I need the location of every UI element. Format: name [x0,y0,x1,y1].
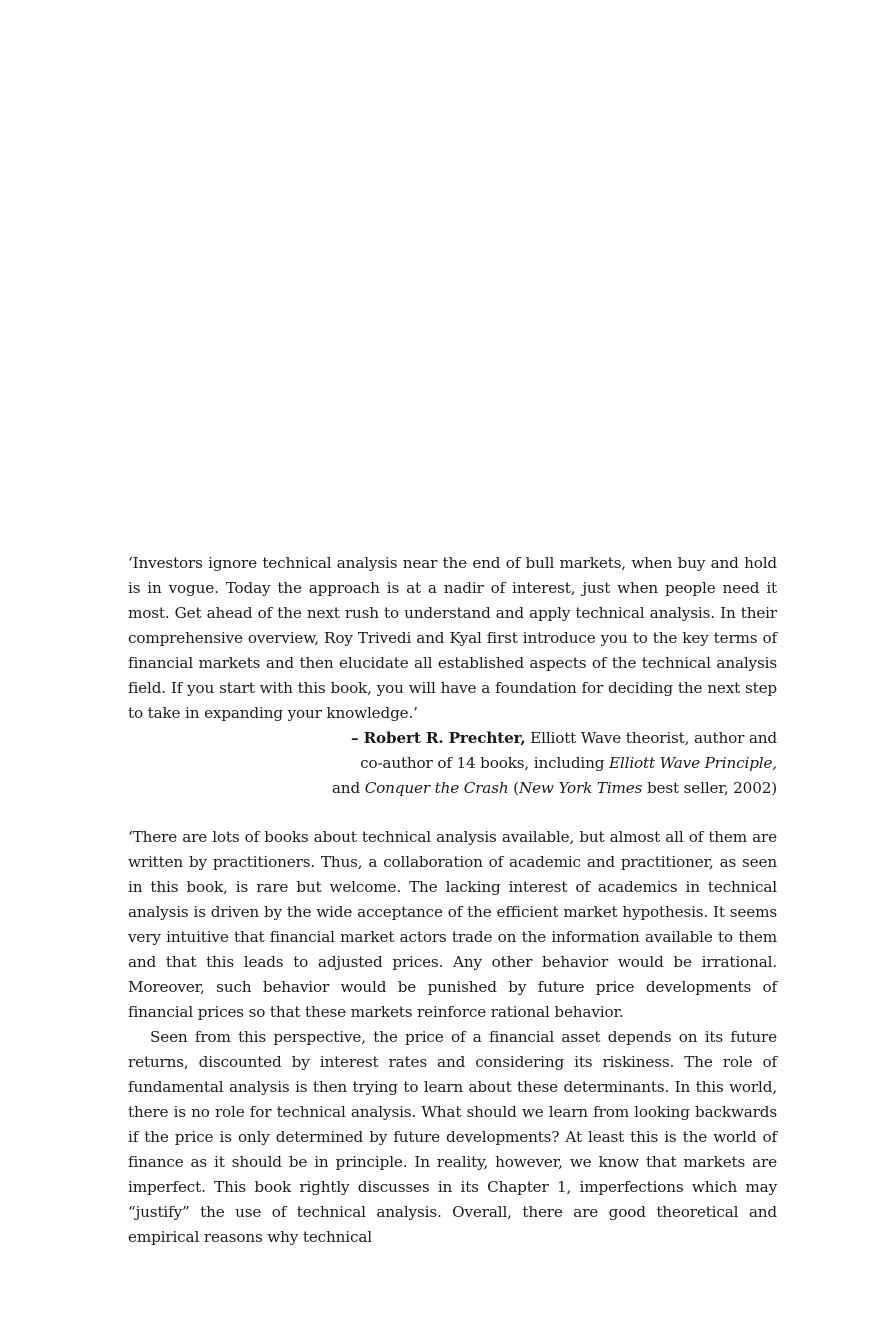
endorsement-quote: ‘Investors ignore technical analysis near the end of bull markets, when buy and hold is in vogue. Today the approach is at a nadir of interest, just when people need it most. Get ahead of the next rush to understand and apply technical analysis. In their comprehensive overview, Roy Trivedi and Kyal first introduce you to the key terms of financial markets and then elucidate all established aspects of the technical analysis field. If you start with this book, you will have a foundation for deciding the next step to take in expanding your knowledge.’ [128,554,777,722]
endorsement-second [128,825,777,1250]
attribution-line-3: and Conquer the Crash (New York Times best seller, 2002) [331,779,777,797]
attribution-line-1: – Robert R. Prechter, Elliott Wave theorist, author and [350,729,777,747]
endorsement-prechter [128,551,777,801]
endorsement-attribution [128,726,777,801]
publication-name: New York Times [518,779,643,797]
endorsement-paragraph-2: Seen from this perspective, the price of a financial asset depends on its future returns, discounted by interest rates and considering its riskiness. The role of fundamental analysis is then trying to learn about these determinants. In this world, there is no role for technical analysis. What should we learn from looking backwards if the price is only determined by future developments? At least this is the world of finance as it should be in principle. In reality, however, we know that markets are imperfect. This book rightly discusses in its Chapter 1, imperfections which may “justify” the use of technical analysis. Overall, there are good theoretical and empirical reasons why technical [128,1028,777,1246]
attribution-line-2: co-author of 14 books, including Elliott Wave Principle, [360,754,777,772]
endorsement-paragraph-1: ‘There are lots of books about technical analysis available, but almost all of them are written by practitioners. Thus, a collaboration of academic and practitioner, as seen in this book, is rare but welcome. The lacking interest of academics in technical analysis is driven by the wide acceptance of the efficient market hypothesis. It seems very intuitive that financial market actors trade on the information available to them and that this leads to adjusted prices. Any other behavior would be irrational. Moreover, such behavior would be punished by future price developments of financial prices so that these markets reinforce rational behavior. [128,828,777,1021]
author-name: – Robert R. Prechter, [350,729,526,747]
book-title-elliott-wave-principle: Elliott Wave Principle, [608,754,777,772]
book-title-conquer-the-crash: Conquer the Crash [364,779,509,797]
